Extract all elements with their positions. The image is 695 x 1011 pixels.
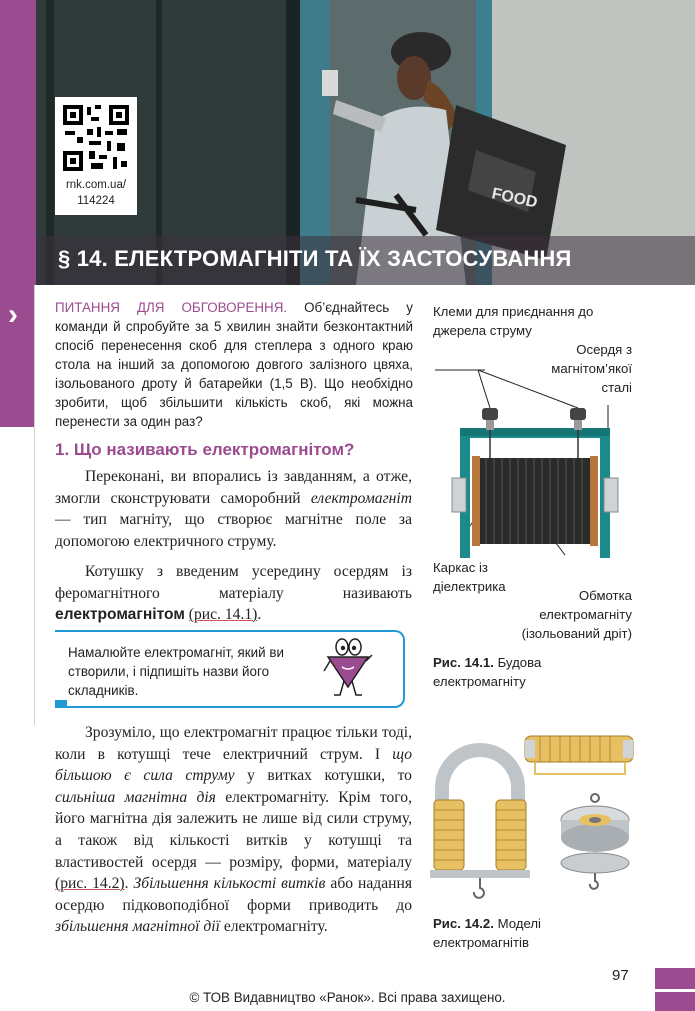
- p1-text-b: — тип магніту, що створює магнітне поле за допомогою електричного струму.: [55, 511, 412, 550]
- electromagnet-models-illustration: [430, 728, 640, 903]
- p3-text-c: електромагніту. Крім того, його магнітна дія залежить не лише від сили струму, а також від кількості витків у котушці та властивостей осердя — розміру, форми, матеріалу: [55, 788, 413, 871]
- qr-url-line2: 114224: [77, 195, 115, 207]
- paragraph-electromagnet: [55, 561, 412, 626]
- qr-code-icon[interactable]: [61, 103, 131, 173]
- p3-text-a: Зрозуміло, що електромагніт працює тільки тоді, коли в котушці тече електричний струм. І: [55, 724, 412, 763]
- p1-text-a: Переконані, ви впорались із завданням, а отже, змогли сконструювати саморобний: [55, 468, 412, 507]
- label-winding: Обмотка електромагніту (ізольований дріт): [521, 588, 632, 641]
- qr-url-line1: rnk.com.ua/: [65, 179, 127, 191]
- label-frame: Каркас із діелектрика: [433, 560, 506, 594]
- p3-em-1: що більшою є сила струму: [55, 745, 412, 785]
- copyright-notice: © ТОВ Видавництво «Ранок». Всі права захищено.: [189, 990, 506, 1005]
- p1-term: електромагніт: [310, 489, 412, 507]
- p2-text-a: Котушку з введеним усередину осердям із феромагнітного матеріалу називають: [55, 563, 412, 602]
- p3-text-b: у витках котушки, то: [234, 767, 412, 785]
- figure-14-1-caption: [433, 653, 633, 691]
- discussion-text: Об’єднайтесь у команди й спробуйте за 5 хвилин знайти безконтактний спосіб перенесення скоб для степлера з одного краю стола на інший за допомогою довгого залізного цвяха, ізольованого дроту й батарейки (1,5 В). Що необхідно зробити, щоб збільшити кількість скоб, які можна перенести за один раз?: [55, 300, 413, 429]
- p3-em-4: збільшення магнітної дії: [55, 918, 220, 936]
- figure-14-2-link[interactable]: (рис. 14.2): [55, 875, 125, 893]
- discussion-question: [55, 298, 413, 431]
- p3-text-e: або надання осердю підковоподібної форми приводить до: [55, 875, 413, 914]
- figure-14-1-number: Рис. 14.1.: [433, 655, 494, 670]
- figure-14-1-title: Будова електромагніту: [433, 655, 542, 689]
- paragraph-definition: [55, 466, 412, 552]
- photo-sign-text: FOOD: [490, 185, 539, 212]
- p3-text-f: електромагніту.: [219, 918, 328, 936]
- task-box-corner: [55, 700, 67, 706]
- margin-divider: [34, 285, 35, 725]
- label-core: Осердя з магнітом’якої сталі: [551, 342, 632, 395]
- triangle-mascot-icon: [322, 637, 374, 699]
- electromagnet-diagram: [430, 360, 630, 560]
- task-text: Намалюйте електромагніт, який ви створили, і підпишіть назви його складників.: [68, 645, 284, 698]
- paragraph-strength: [55, 722, 412, 938]
- discussion-lead: ПИТАННЯ ДЛЯ ОБГОВОРЕННЯ.: [55, 300, 288, 315]
- label-terminals: Клеми для приєднання до джерела струму: [433, 304, 594, 338]
- p3-text-d: .: [124, 875, 134, 893]
- p2-end: .: [257, 606, 262, 624]
- figure-14-2-title: Моделі електромагнітів: [433, 916, 541, 950]
- p3-em-2: сильніша магнітна дія: [55, 788, 216, 806]
- section-title: § 14. ЕЛЕКТРОМАГНІТИ ТА ЇХ ЗАСТОСУВАННЯ: [58, 246, 572, 271]
- left-color-strip: [0, 0, 36, 285]
- figure-14-2-caption: [433, 914, 633, 952]
- section-heading: 1. Що називають електромагнітом?: [55, 440, 355, 459]
- qr-link[interactable]: [55, 177, 137, 209]
- figure-14-1-link[interactable]: (рис. 14.1): [188, 606, 258, 624]
- figure-14-2-number: Рис. 14.2.: [433, 916, 494, 931]
- p3-em-3: Збільшення кількості витків: [133, 875, 326, 893]
- page-number: 97: [612, 967, 629, 984]
- chevron-right-icon[interactable]: ›: [8, 298, 18, 331]
- p2-term: електромагнітом: [55, 606, 185, 624]
